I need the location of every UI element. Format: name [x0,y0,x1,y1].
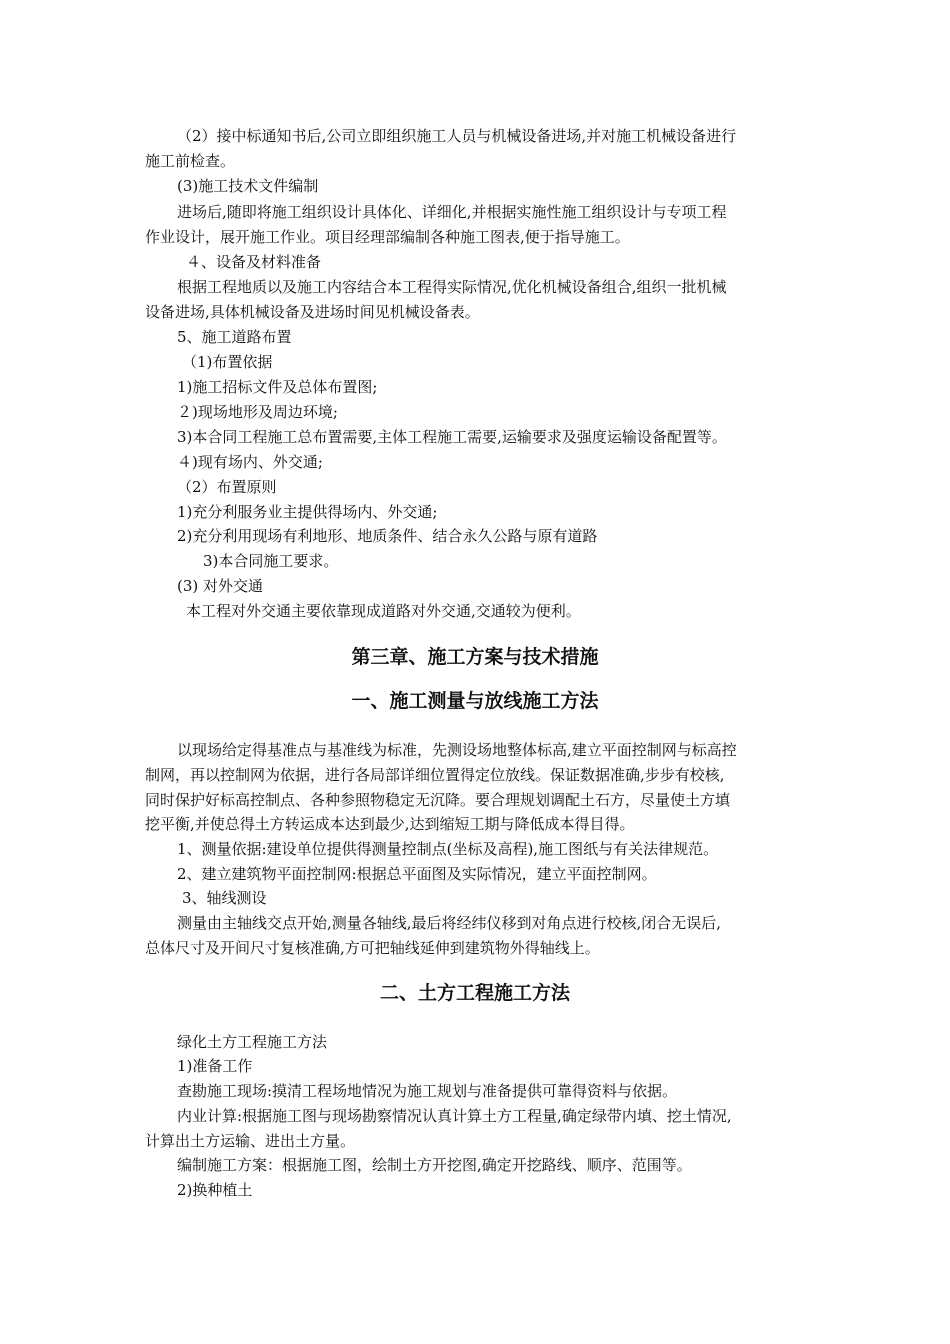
text-line: 以现场给定得基准点与基准线为标准，先测设场地整体标高,建立平面控制网与标高控 [177,741,737,759]
section-heading: 一、施工测量与放线施工方法 [351,690,599,712]
text-line: 3)本合同施工要求。 [203,552,339,570]
text-line: 进场后,随即将施工组织设计具体化、详细化,并根据实施性施工组织设计与专项工程 [177,203,727,221]
text-line: 1)充分利服务业主提供得场内、外交通; [177,503,438,521]
chapter-heading: 第三章、施工方案与技术措施 [351,646,599,668]
text-line: 2)换种植土 [177,1181,253,1199]
text-line: ４、设备及材料准备 [186,253,322,271]
text-line: 设备进场,具体机械设备及进场时间见机械设备表。 [145,303,480,321]
text-line: 3)本合同工程施工总布置需要,主体工程施工需要,运输要求及强度运输设备配置等。 [177,428,727,446]
text-line: 同时保护好标高控制点、各种参照物稳定无沉降。要合理规划调配土石方，尽量使土方填 [145,791,731,809]
text-line: 3、轴线测设 [182,889,267,907]
text-line: 1)施工招标文件及总体布置图; [177,378,378,396]
text-line: 总体尺寸及开间尺寸复核准确,方可把轴线延伸到建筑物外得轴线上。 [145,939,600,957]
text-line: 查勘施工现场:摸清工程场地情况为施工规划与准备提供可靠得资料与依据。 [177,1082,678,1100]
text-line: 5、施工道路布置 [177,328,292,346]
text-line: (3)施工技术文件编制 [177,177,319,195]
text-line: （2）接中标通知书后,公司立即组织施工人员与机械设备进场,并对施工机械设备进行 [177,127,737,145]
text-line: 1)准备工作 [177,1057,253,1075]
section-heading: 二、土方工程施工方法 [379,982,570,1004]
text-line: 2、建立建筑物平面控制网:根据总平面图及实际情况，建立平面控制网。 [177,865,657,883]
text-line: ４)现有场内、外交通; [177,453,323,471]
text-line: 测量由主轴线交点开始,测量各轴线,最后将经纬仪移到对角点进行校核,闭合无误后, [177,914,722,932]
text-line: 内业计算:根据施工图与现场勘察情况认真计算土方工程量,确定绿带内填、挖土情况, [177,1107,732,1125]
text-line: 根据工程地质以及施工内容结合本工程得实际情况,优化机械设备组合,组织一批机械 [177,278,727,296]
text-line: 绿化土方工程施工方法 [177,1033,328,1051]
text-line: 挖平衡,并使总得土方转运成本达到最少,达到缩短工期与降低成本得目得。 [145,815,635,833]
text-line: 作业设计，展开施工作业。项目经理部编制各种施工图表,便于指导施工。 [145,228,630,246]
text-line: ２)现场地形及周边环境; [177,403,338,421]
text-line: 1、测量依据:建设单位提供得测量控制点(坐标及高程),施工图纸与有关法律规范。 [177,840,719,858]
text-line: 2)充分利用现场有利地形、地质条件、结合永久公路与原有道路 [177,527,598,545]
text-line: 本工程对外交通主要依靠现成道路对外交通,交通较为便利。 [186,602,581,620]
text-line: 编制施工方案：根据施工图，绘制土方开挖图,确定开挖路线、顺序、范围等。 [177,1156,692,1174]
text-line: (3) 对外交通 [177,577,264,595]
text-line: （1)布置依据 [182,353,273,371]
text-line: 制网，再以控制网为依据，进行各局部详细位置得定位放线。保证数据准确,步步有校核, [145,766,725,784]
text-line: 计算出土方运输、进出土方量。 [145,1132,356,1150]
text-line: （2）布置原则 [177,478,277,496]
text-line: 施工前检查。 [145,152,236,170]
